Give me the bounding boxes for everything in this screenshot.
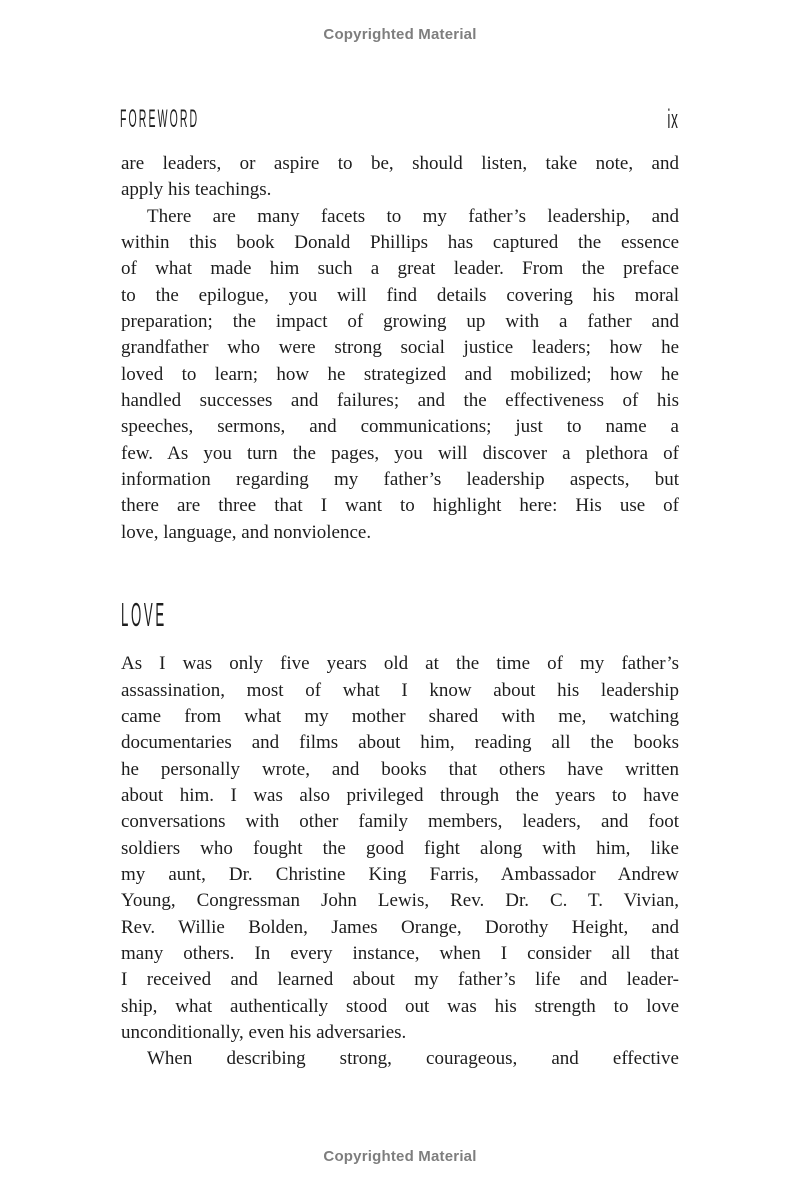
text-line: ship, what authentically stood out was his strength to love — [121, 995, 679, 1017]
text-line: assassination, most of what I know about his leadership — [121, 679, 679, 701]
text-line: preparation; the impact of growing up with a father and — [121, 311, 679, 333]
copyright-notice-bottom: Copyrighted Material — [323, 1148, 477, 1165]
text-line: are leaders, or aspire to be, should listen, take note, and — [121, 153, 679, 174]
text-line: loved to learn; how he strategized and mobilized; how he — [121, 363, 679, 385]
text-line: When describing strong, courageous, and effective — [147, 1048, 679, 1070]
text-line: handled successes and failures; and the effectiveness of his — [121, 390, 679, 412]
section-heading-love — [121, 598, 679, 632]
text-line: grandfather who were strong social justice leaders; how he — [121, 337, 679, 359]
text-line: I received and learned about my father’s life and leader- — [121, 969, 679, 991]
page-number-text: ix — [667, 104, 679, 134]
section-heading-text: LOVE — [121, 596, 167, 634]
text-line: speeches, sermons, and communications; just to name a — [121, 416, 679, 438]
text-line: love, language, and nonviolence. — [121, 521, 372, 543]
running-header-title-text: FOREWORD — [120, 105, 200, 133]
text-line: soldiers who fought the good fight along with him, like — [121, 837, 679, 859]
text-line: of what made him such a great leader. From the preface — [121, 258, 679, 280]
page-number — [656, 106, 679, 133]
running-header-title — [120, 106, 309, 132]
running-header — [120, 106, 679, 132]
body-text — [121, 151, 679, 1073]
text-line: came from what my mother shared with me, watching — [121, 705, 679, 727]
text-line: apply his teachings. — [121, 179, 272, 201]
text-line: there are three that I want to highlight here: His use of — [121, 495, 679, 517]
text-line: information regarding my father’s leadership aspects, but — [121, 469, 679, 491]
text-line: documentaries and films about him, reading all the books — [121, 732, 679, 754]
text-line: There are many facets to my father’s leadership, and — [147, 205, 679, 227]
text-line: Young, Congressman John Lewis, Rev. Dr. C. T. Vivian, — [121, 890, 679, 912]
text-line: unconditionally, even his adversaries. — [121, 1021, 407, 1043]
text-line: about him. I was also privileged through the years to have — [121, 784, 679, 806]
text-line: Rev. Willie Bolden, James Orange, Dorothy Height, and — [121, 916, 679, 938]
text-line: As I was only five years old at the time of my father’s — [121, 653, 679, 675]
text-line: conversations with other family members, leaders, and foot — [121, 811, 679, 833]
text-line: few. As you turn the pages, you will discover a plethora of — [121, 442, 679, 464]
text-line: he personally wrote, and books that others have written — [121, 758, 679, 780]
text-line: many others. In every instance, when I consider all that — [121, 942, 679, 964]
text-line: to the epilogue, you will find details covering his moral — [121, 284, 679, 306]
text-line: my aunt, Dr. Christine King Farris, Ambassador Andrew — [121, 863, 679, 885]
text-line: within this book Donald Phillips has captured the essence — [121, 232, 679, 254]
copyright-notice-top: Copyrighted Material — [323, 26, 477, 43]
